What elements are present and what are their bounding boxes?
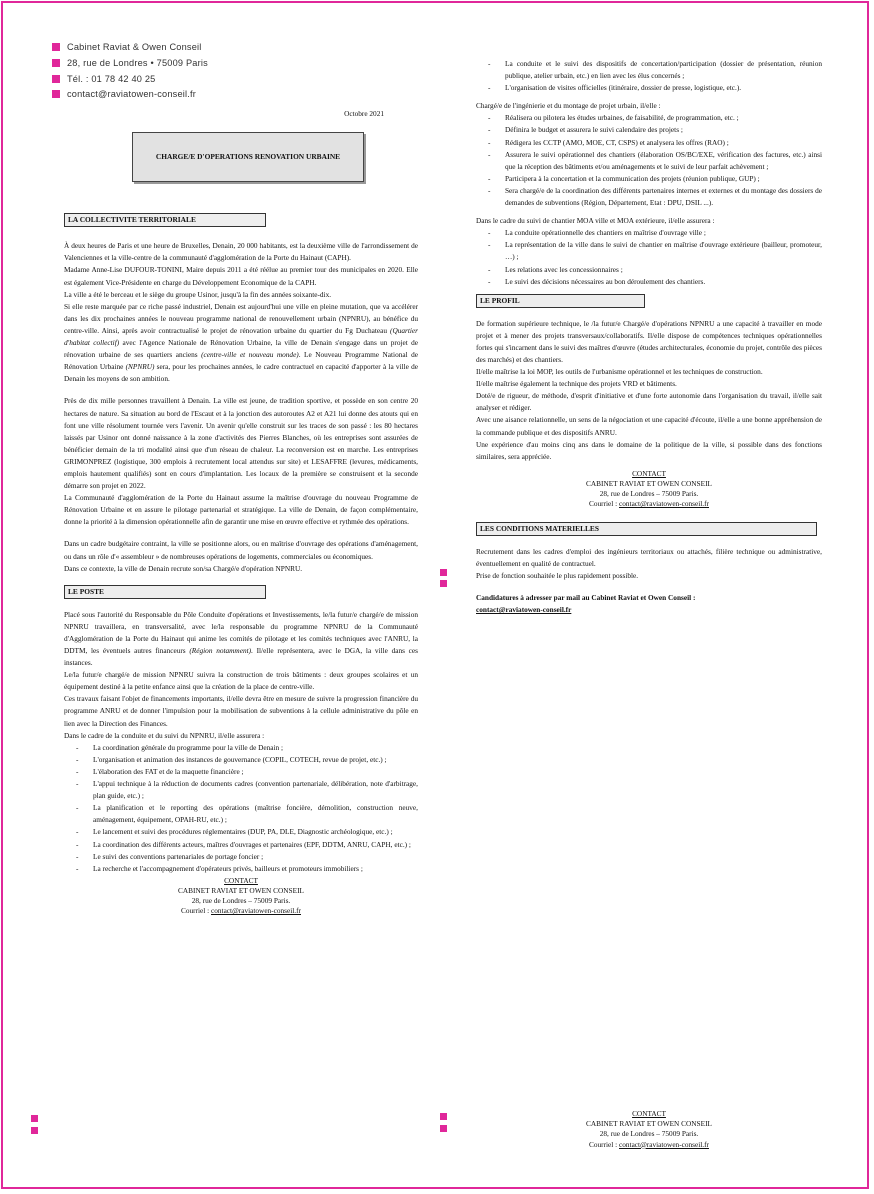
list-item: - Le lancement et suivi des procédures réglementaires (DUP, PA, DLE, Diagnostic archéologique, etc.) ; <box>64 826 418 838</box>
job-title: CHARGE/E D'OPERATIONS RENOVATION URBAINE <box>155 152 341 162</box>
sender-address: 28, rue de Londres • 75009 Paris <box>78 56 418 72</box>
paragraph: Prise de fonction souhaitée le plus rapidement possible. <box>476 570 639 580</box>
contact-name: CABINET RAVIAT ET OWEN CONSEIL <box>178 885 304 895</box>
paragraph: Dans un cadre budgétaire contraint, la ville se positionne alors, ou en maîtrise d'ouvrage des opérations d'aménagement, ou dans un rôle d'« assembleur » de nombreuses opérations de logements, commerciales ou économiques. <box>64 539 418 561</box>
list-item: - Les relations avec les concessionnaires ; <box>476 264 822 276</box>
list-item: - L'appui technique à la réduction de documents cadres (convention partenariale, délibération, note d'arbitrage, plan guide, etc.) ; <box>64 778 418 802</box>
contact-address: 28, rue de Londres – 75009 Paris. <box>599 489 699 499</box>
candidatures-email-link[interactable]: contact@raviatowen-conseil.fr <box>476 605 572 614</box>
list-item: - L'organisation et animation des instances de gouvernance (COPIL, COTECH, revue de projet, etc.) ; <box>64 754 418 766</box>
job-title-box <box>132 132 364 182</box>
list-item: - Le suivi des conventions partenariales de portage foncier ; <box>64 851 418 863</box>
contact-name: CABINET RAVIAT ET OWEN CONSEIL <box>586 479 712 489</box>
sender-phone: Tél. : 01 78 42 40 25 <box>78 72 418 88</box>
paragraph: Dans le cadre du suivi de chantier MOA ville et MOA extérieure, il/elle assurera : <box>476 216 715 226</box>
contact-block-right <box>476 469 822 510</box>
paragraph: Le/la futur/e chargé/e de mission NPNRU suivra la construction de trois bâtiments : deux groupes scolaires et un équipement destiné à la petite enfance ainsi que la création de la place de centre-ville. <box>64 670 418 692</box>
contact-email-line: Courriel : contact@raviatowen-conseil.fr <box>181 906 301 916</box>
contact-address: 28, rue de Londres – 75009 Paris. <box>599 1129 699 1139</box>
list-item: - Sera chargé/e de la coordination des différents partenaires internes et externes et du montage des dossiers de demandes de subventions (Région, Département, Etat : DPU, DSIL ...). <box>476 185 822 209</box>
contact-email-link[interactable]: contact@raviatowen-conseil.fr <box>619 499 709 509</box>
poste-list <box>64 742 418 875</box>
contact-address: 28, rue de Londres – 75009 Paris. <box>191 896 291 906</box>
paragraph: Dans le cadre de la conduite et du suivi du NPNRU, il/elle assurera : <box>64 730 265 740</box>
contact-email-line: Courriel : contact@raviatowen-conseil.fr <box>589 499 709 509</box>
paragraph: La ville a été le berceau et le siège du groupe Usinor, jusqu'à la fin des années soixante-dix. <box>64 289 332 299</box>
list-item: - La coordination des différents acteurs, maîtres d'ouvrages et partenaires (EPF, DDTM, ANRU, CAPH, etc.) ; <box>64 839 418 851</box>
contact-email-link[interactable]: contact@raviatowen-conseil.fr <box>619 1139 709 1149</box>
bullet-square-icon <box>52 90 60 98</box>
list-item: - Rédigera les CCTP (AMO, MOE, CT, CSPS) et analysera les offres (RAO) ; <box>476 137 822 149</box>
section-heading-collectivite: LA COLLECTIVITE TERRITORIALE <box>64 213 266 227</box>
contact-block-left <box>64 876 418 917</box>
section-heading-profil: LE PROFIL <box>476 294 645 308</box>
list-item: - Réalisera ou pilotera les études urbaines, de faisabilité, de programmation, etc. ; <box>476 112 822 124</box>
bullet-square-icon <box>52 75 60 83</box>
section-heading-conditions: LES CONDITIONS MATERIELLES <box>476 522 817 536</box>
list-item: - La conduite et le suivi des dispositifs de concertation/participation (dossier de présentation, réunion publique, atelier urbain, etc.) en lien avec les élus concernés ; <box>476 58 822 82</box>
list-item: - La planification et le reporting des opérations (maîtrise foncière, démolition, construction neuve, aménagement, équipement, OPAH-RU, etc.) ; <box>64 802 418 826</box>
list-item: - La coordination générale du programme pour la ville de Denain ; <box>64 742 418 754</box>
page-marker-icon <box>31 1127 38 1134</box>
ingenierie-list <box>476 112 822 209</box>
concertation-list <box>476 58 822 94</box>
section-heading-poste: LE POSTE <box>64 585 266 599</box>
list-item: - Le suivi des décisions nécessaires au bon déroulement des chantiers. <box>476 276 822 288</box>
contact-email-line: Courriel : contact@raviatowen-conseil.fr <box>589 1139 709 1149</box>
paragraph: Il/elle maîtrise la loi MOP, les outils de l'urbanisme opérationnel et les techniques de construction. <box>476 367 763 377</box>
right-column <box>476 58 822 1149</box>
paragraph: Recrutement dans les cadres d'emploi des ingénieurs territoriaux ou attachés, filière technique ou administrative, éventuellement en qualité de contractuel. <box>476 546 822 568</box>
paragraph: Madame Anne-Lise DUFOUR-TONINI, Maire depuis 2011 a été réélue au premier tour des municipales en 2020. Elle est également Vice-Présidente en charge du Développement Economique de la CAPH. <box>64 265 418 287</box>
paragraph: Placé sous l'autorité du Responsable du Pôle Conduite d'opérations et Investissements, le/la futur/e chargé/e de mission NPNRU travaillera, en transversalité, avec le/la responsable du programme NPNRU de la Communauté d'Agglomération de la Porte du Hainaut qui anime les comités de pilotage et les comités techniques avec l'ANRU, la DDTM, les éventuels autres financeurs (Région notamment). Il/elle représentera, avec le DGA, la ville dans ces instances. <box>64 609 419 668</box>
paragraph: Ces travaux faisant l'objet de financements importants, il/elle devra être en mesure de suivre la progression financière du programme ANRU et de donner l'impulsion pour la mobilisation de subventions à la cellule administrative du pôle en lien avec la Direction des Finances. <box>64 694 418 728</box>
chantier-list <box>476 227 822 287</box>
sender-email[interactable]: contact@raviatowen-conseil.fr <box>78 87 418 103</box>
bullet-square-icon <box>52 59 60 67</box>
bullet-square-icon <box>52 43 60 51</box>
page-marker-icon <box>440 580 447 587</box>
left-column <box>64 40 418 917</box>
list-item: - La représentation de la ville dans le suivi de chantier en maîtrise d'ouvrage extérieure (bailleur, promoteur, …) ; <box>476 239 822 263</box>
contact-title: CONTACT <box>224 875 258 885</box>
sender-name: Cabinet Raviat & Owen Conseil <box>78 40 418 56</box>
paragraph: Avec une aisance relationnelle, un sens de la négociation et une capacité d'écoute, il/elle a une bonne appréhension de la commande publique et des dispositifs ANRU. <box>476 415 822 437</box>
paragraph: Il/elle maîtrise également la technique des projets VRD et bâtiments. <box>476 379 677 389</box>
document-date: Octobre 2021 <box>344 109 384 119</box>
candidatures-text: Candidatures à adresser par mail au Cabinet Raviat et Owen Conseil : <box>476 592 696 602</box>
paragraph: Près de dix mille personnes travaillent à Denain. La ville est jeune, de tradition sportive, et possède en son centre 20 hectares de nature. Sa situation au bord de l'Escaut et à la jonction des autoroutes A2 et A21 lui donne des atouts qui en font une ville résolument tournée vers l'avenir. Un avenir qu'elle construit sur les traces de son passé : les 80 hectares laissés par Usinor ont donné naissance à la zone d'activités des Pierres Blanches, où les entreprises sont assurées de bénéficier demain de la tri modalité ainsi que d'un réseau de chaleur. La reconversion est en marche. Les entreprises GRIMONPREZ (logistique, 300 emplois à recrutement local attendus sur site) et LESAFFRE (levures, médicaments, emplois hautement qualifiés) sont en cours d'implantation. Les locaux de la première se construisent et la seconde démarre son projet en 2022. <box>64 396 418 491</box>
paragraph: Si elle reste marquée par ce riche passé industriel, Denain est aujourd'hui une ville en pleine mutation, que va accélérer dans les dix prochaines années le nouveau programme national de renouvellement urbain (NPNRU), au bénéfice du centre-ville. Ainsi, après avoir contractualisé le projet de rénovation urbaine du quartier du Fg Duchateau (Quartier d'habitat collectif) avec l'Agence Nationale de Rénovation Urbaine, la ville de Denain s'engage dans un projet de rénovation urbaine de ses quartiers anciens (centre-ville et nouveau monde). Le Nouveau Programme National de Rénovation Urbaine (NPNRU) sera, pour les prochaines années, le cadre contractuel en capacité d'apporter à la ville de Denain les moyens de son ambition. <box>64 301 419 384</box>
contact-email-link[interactable]: contact@raviatowen-conseil.fr <box>211 906 301 916</box>
list-item: - La conduite opérationnelle des chantiers en maîtrise d'ouvrage ville ; <box>476 227 822 239</box>
contact-title: CONTACT <box>632 468 666 478</box>
contact-title: CONTACT <box>632 1109 666 1118</box>
list-item: - Participera à la concertation et la communication des projets (réunion publique, GUP) ; <box>476 173 822 185</box>
contact-name: CABINET RAVIAT ET OWEN CONSEIL <box>586 1119 712 1129</box>
list-item: - Assurera le suivi opérationnel des chantiers (élaboration OS/BC/EXE, vérification des factures, etc.) ainsi que la réception des bâtiments et/ou aménagements et le suivi de leur parfait achèvement ; <box>476 149 822 173</box>
page-marker-icon <box>440 569 447 576</box>
paragraph: De formation supérieure technique, le /la futur/e Chargé/e d'opérations NPNRU a une capacité à travailler en mode projet et à mener des projets transversaux/collaboratifs. Il/elle dispose de compétences techniques opérationnelles fortes qui s'incarnent dans le suivi des maîtres d'œuvre (études architecturales, économie du projet, contrôle des pièces des marchés) et des chantiers. <box>476 318 822 364</box>
paragraph: Chargé/e de l'ingénierie et du montage de projet urbain, il/elle : <box>476 101 661 111</box>
list-item: - L'élaboration des FAT et de la maquette financière ; <box>64 766 418 778</box>
paragraph: Une expérience d'au moins cinq ans dans le domaine de la politique de la ville, si possible dans des fonctions similaires, sera appréciée. <box>476 439 822 461</box>
page-marker-icon <box>440 1113 447 1120</box>
page-marker-icon <box>440 1125 447 1132</box>
paragraph: Doté/e de rigueur, de méthode, d'esprit d'initiative et d'une forte autonomie dans l'organisation du travail, il/elle sait analyser et rédiger. <box>476 391 822 413</box>
page-marker-icon <box>31 1115 38 1122</box>
list-item: - L'organisation de visites officielles (itinéraire, dossier de presse, logistique, etc.). <box>476 82 822 94</box>
paragraph: À deux heures de Paris et une heure de Bruxelles, Denain, 20 000 habitants, est la deuxième ville de l'arrondissement de Valenciennes et la ville-centre de la communauté d'agglomération de la Porte du Hainaut (CAPH). <box>64 241 418 263</box>
paragraph: La Communauté d'agglomération de la Porte du Hainaut assume la maîtrise d'ouvrage du nouveau Programme de Rénovation Urbaine et en assure le pilotage partenarial et stratégique. La ville de Denain, de façon complémentaire, donne la priorité à la dimension opérationnelle afin de garantir une mise en œuvre effective et rythmée des opérations. <box>64 493 418 527</box>
sender-block <box>52 40 418 103</box>
contact-block-footer-right <box>476 1109 822 1150</box>
list-item: - La recherche et l'accompagnement d'opérateurs privés, bailleurs et promoteurs immobiliers ; <box>64 863 418 875</box>
list-item: - Définira le budget et assurera le suivi calendaire des projets ; <box>476 124 822 136</box>
paragraph: Dans ce contexte, la ville de Denain recrute son/sa Chargé/e d'opération NPNRU. <box>64 563 303 573</box>
